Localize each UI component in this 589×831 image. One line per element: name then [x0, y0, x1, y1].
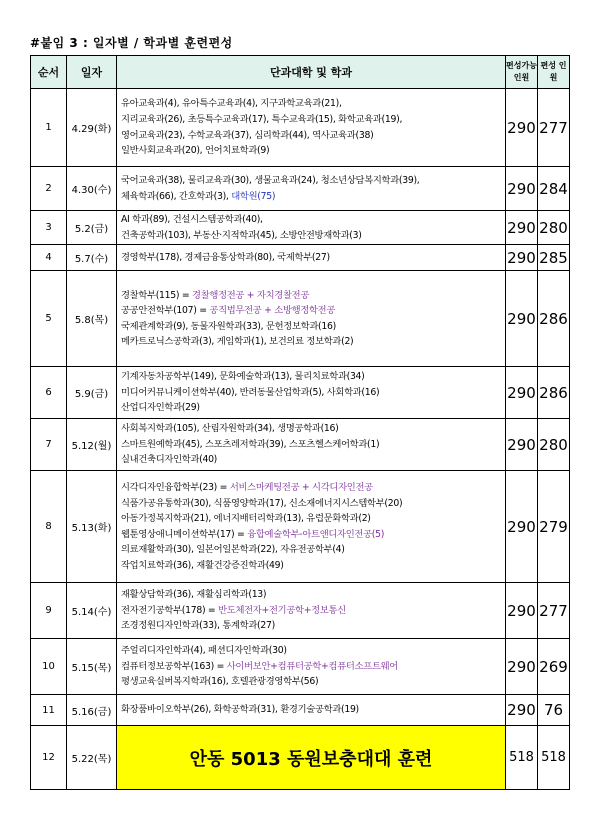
department-text: 유아교육과(4), 유아특수교육과(4), 지구과학교육과(21),	[121, 98, 342, 110]
row-assigned: 277	[538, 583, 570, 639]
table-row	[31, 639, 570, 695]
department-text: 의료재활학과(30), 일본어일본학과(22), 자유전공학부(4)	[121, 544, 345, 556]
department-text: 지리교육과(26), 초등특수교육과(17), 특수교육과(15), 화학교육과(19),	[121, 113, 403, 125]
department-line	[121, 480, 501, 496]
row-departments	[117, 271, 506, 367]
row-capacity: 290	[506, 583, 538, 639]
header-capacity: 편성가능 인원	[506, 56, 538, 89]
header-date: 일자	[67, 56, 117, 89]
department-line	[121, 437, 501, 453]
department-text: 체육학과(66), 간호학과(3),	[121, 190, 232, 202]
department-line	[121, 542, 501, 558]
department-text: 사회복지학과(105), 산림자원학과(34), 생명공학과(16)	[121, 423, 339, 435]
department-line	[121, 421, 501, 437]
department-text: 일반사회교육과(20), 언어치료학과(9)	[121, 145, 270, 157]
department-line	[121, 659, 501, 675]
row-seq: 1	[31, 89, 67, 167]
department-text: 주얼리디자인학과(4), 패션디자인학과(30)	[121, 645, 287, 657]
department-line	[121, 334, 501, 350]
row-assigned: 284	[538, 167, 570, 211]
row-seq: 9	[31, 583, 67, 639]
row-date: 4.30(수)	[67, 167, 117, 211]
table-row	[31, 245, 570, 271]
row-departments	[117, 583, 506, 639]
department-line	[121, 674, 501, 690]
row-departments	[117, 211, 506, 245]
department-line	[121, 128, 501, 144]
row-capacity: 290	[506, 639, 538, 695]
row-date: 5.7(수)	[67, 245, 117, 271]
row-assigned: 286	[538, 367, 570, 419]
row-departments	[117, 419, 506, 471]
department-line	[121, 643, 501, 659]
row-seq: 8	[31, 471, 67, 583]
row-seq: 11	[31, 695, 67, 726]
table-row	[31, 89, 570, 167]
department-line	[121, 112, 501, 128]
row-seq: 3	[31, 211, 67, 245]
department-line	[121, 173, 501, 189]
row-assigned: 279	[538, 471, 570, 583]
table-row	[31, 726, 570, 790]
department-text: 실내건축디자인학과(40)	[121, 454, 218, 466]
row-departments	[117, 471, 506, 583]
department-text: 기계자동차공학부(149), 문화예술학과(13), 물리치료학과(34)	[121, 371, 365, 383]
department-text: 건축공학과(103), 부동산·지적학과(45), 소방안전방재학과(3)	[121, 229, 362, 241]
major-breakdown: 사이버보안+컴퓨터공학+컴퓨터소프트웨어	[226, 660, 398, 672]
row-departments	[117, 89, 506, 167]
department-line	[121, 189, 501, 205]
table-row	[31, 695, 570, 726]
special-training-banner: 안동 5013 동원보충대대 훈련	[117, 726, 506, 790]
row-capacity: 290	[506, 695, 538, 726]
department-text: 전자전기공학부(178) =	[121, 604, 219, 616]
row-capacity: 290	[506, 89, 538, 167]
department-line	[121, 618, 501, 634]
major-breakdown: 대학원(75)	[231, 190, 276, 202]
row-assigned: 280	[538, 211, 570, 245]
department-text: 국제관계학과(9), 동물자원학과(33), 문헌정보학과(16)	[121, 320, 336, 332]
department-line	[121, 603, 501, 619]
header-assigned: 편성 인원	[538, 56, 570, 89]
row-departments	[117, 639, 506, 695]
row-seq: 4	[31, 245, 67, 271]
row-seq: 12	[31, 726, 67, 790]
department-text: 작업치료학과(36), 재활건강증진학과(49)	[121, 559, 284, 571]
row-capacity: 290	[506, 367, 538, 419]
department-line	[121, 496, 501, 512]
department-line	[121, 143, 501, 159]
row-date: 5.13(화)	[67, 471, 117, 583]
row-capacity: 290	[506, 211, 538, 245]
table-row	[31, 367, 570, 419]
row-date: 5.15(목)	[67, 639, 117, 695]
department-text: 미디어커뮤니케이션학부(40), 반려동물산업학과(5), 사회학과(16)	[121, 386, 380, 398]
row-seq: 5	[31, 271, 67, 367]
table-row	[31, 419, 570, 471]
table-row	[31, 211, 570, 245]
row-seq: 2	[31, 167, 67, 211]
row-seq: 6	[31, 367, 67, 419]
department-text: 식품가공유통학과(30), 식품영양학과(17), 신소재에너지시스템학부(20)	[121, 497, 403, 509]
table-row	[31, 167, 570, 211]
department-line	[121, 452, 501, 468]
department-line	[121, 250, 501, 266]
table-row	[31, 583, 570, 639]
department-line	[121, 385, 501, 401]
row-date: 5.16(금)	[67, 695, 117, 726]
department-text: 스마트원예학과(45), 스포츠레저학과(39), 스포츠헬스케어학과(1)	[121, 438, 380, 450]
row-seq: 10	[31, 639, 67, 695]
row-date: 5.2(금)	[67, 211, 117, 245]
row-date: 5.8(목)	[67, 271, 117, 367]
department-line	[121, 511, 501, 527]
department-text: 메카트로닉스공학과(3), 게임학과(1), 보건의료 정보학과(2)	[121, 336, 354, 348]
row-capacity: 290	[506, 167, 538, 211]
major-breakdown: 경찰행정전공 + 자치경찰전공	[192, 289, 310, 301]
major-breakdown: 융합예술학부-아트앤디자인전공(5)	[247, 528, 385, 540]
table-header-row	[31, 56, 570, 89]
row-date: 5.22(목)	[67, 726, 117, 790]
row-assigned: 285	[538, 245, 570, 271]
department-text: 아동가정복지학과(21), 에너지배터리학과(13), 유럽문화학과(2)	[121, 513, 371, 525]
department-line	[121, 587, 501, 603]
department-text: 평생교육실버복지학과(16), 호텔관광경영학부(56)	[121, 676, 319, 688]
page-caption: #붙임 3 : 일자별 / 학과별 훈련편성	[30, 36, 233, 50]
major-breakdown: 공직법무전공 + 소방행정학전공	[209, 305, 336, 317]
major-breakdown: 반도체전자+전기공학+정보통신	[218, 604, 346, 616]
row-assigned: 280	[538, 419, 570, 471]
row-date: 5.9(금)	[67, 367, 117, 419]
department-text: 재활상담학과(36), 재활심리학과(13)	[121, 589, 267, 601]
department-line	[121, 228, 501, 244]
department-text: 경찰학부(115) =	[121, 289, 193, 301]
department-line	[121, 527, 501, 543]
row-seq: 7	[31, 419, 67, 471]
department-line	[121, 212, 501, 228]
row-departments	[117, 695, 506, 726]
department-line	[121, 702, 501, 718]
header-dept: 단과대학 및 학과	[117, 56, 506, 89]
department-text: 영어교육과(23), 수학교육과(37), 심리학과(44), 역사교육과(38)	[121, 129, 374, 141]
table-row	[31, 471, 570, 583]
department-text: 웹툰영상애니메이션학부(17) =	[121, 528, 248, 540]
row-capacity: 290	[506, 419, 538, 471]
row-capacity: 290	[506, 471, 538, 583]
row-assigned: 518	[538, 726, 570, 790]
department-text: 국어교육과(38), 물리교육과(30), 생물교육과(24), 청소년상담복지학과(39),	[121, 174, 420, 186]
row-departments	[117, 367, 506, 419]
department-line	[121, 96, 501, 112]
department-text: 산업디자인학과(29)	[121, 402, 200, 414]
department-line	[121, 319, 501, 335]
department-text: AI 학과(89), 건설시스템공학과(40),	[121, 214, 263, 225]
row-assigned: 269	[538, 639, 570, 695]
row-assigned: 76	[538, 695, 570, 726]
header-seq: 순서	[31, 56, 67, 89]
department-line	[121, 369, 501, 385]
training-schedule-table	[30, 55, 570, 790]
row-date: 4.29(화)	[67, 89, 117, 167]
row-departments	[117, 167, 506, 211]
department-text: 컴퓨터정보공학부(163) =	[121, 660, 227, 672]
department-line	[121, 558, 501, 574]
table-row	[31, 271, 570, 367]
department-text: 조경정원디자인학과(33), 통계학과(27)	[121, 620, 275, 632]
row-capacity: 518	[506, 726, 538, 790]
department-text: 시각디자인융합학부(23) =	[121, 481, 230, 493]
department-text: 공공안전학부(107) =	[121, 305, 210, 317]
row-capacity: 290	[506, 245, 538, 271]
row-assigned: 277	[538, 89, 570, 167]
department-line	[121, 288, 501, 304]
row-assigned: 286	[538, 271, 570, 367]
department-text: 화장품바이오학부(26), 화학공학과(31), 환경기술공학과(19)	[121, 704, 359, 716]
row-departments	[117, 245, 506, 271]
row-capacity: 290	[506, 271, 538, 367]
department-text: 경영학부(178), 경제금융통상학과(80), 국제학부(27)	[121, 251, 330, 263]
row-date: 5.12(월)	[67, 419, 117, 471]
row-date: 5.14(수)	[67, 583, 117, 639]
department-line	[121, 303, 501, 319]
department-line	[121, 400, 501, 416]
major-breakdown: 서비스마케팅전공 + 시각디자인전공	[229, 481, 373, 493]
